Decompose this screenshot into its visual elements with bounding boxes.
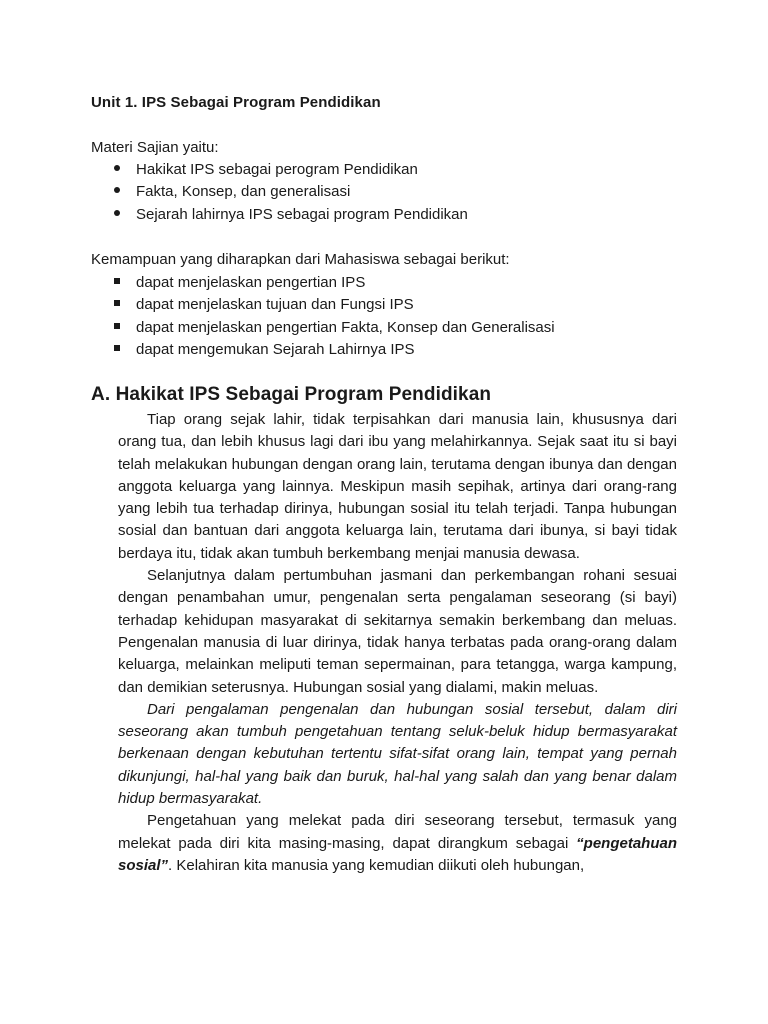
- paragraph: Selanjutnya dalam pertumbuhan jasmani dan perkembangan rohani sesuai dengan penambahan umur, pengenalan serta pengalaman seseorang (si bayi) terhadap kehidupan masyarakat di sekitarnya semakin berkembang dan meluas. Pengenalan manusia di luar dirinya, tidak hanya terbatas pada orang-orang dalam keluarga, melainkan meliputi teman sepermainan, para tetangga, warga kampung, dan demikian seterusnya. Hubungan sosial yang dialami, makin meluas.: [118, 567, 677, 696]
- list-item-text: dapat menjelaskan tujuan dan Fungsi IPS: [136, 296, 414, 314]
- section-body: [118, 409, 677, 877]
- list-item: [91, 317, 555, 339]
- list-item: [91, 181, 468, 203]
- bullet-square-icon: [114, 272, 120, 294]
- kemampuan-list: [91, 272, 555, 362]
- list-item-text: dapat menjelaskan pengertian IPS: [136, 274, 366, 291]
- paragraph-text: . Kelahiran kita manusia yang kemudian diikuti oleh hubungan,: [168, 856, 585, 874]
- section-heading: A. Hakikat IPS Sebagai Program Pendidikan: [91, 384, 492, 405]
- list-item-text: dapat menjelaskan pengertian Fakta, Konsep dan Generalisasi: [136, 318, 555, 336]
- list-item: [91, 294, 555, 316]
- paragraph: Tiap orang sejak lahir, tidak terpisahkan dari manusia lain, khususnya dari orang tua, dan lebih khusus lagi dari ibu yang melahirkannya. Sejak saat itu si bayi telah melakukan hubungan dengan orang lain, terutama dengan ibunya dan dengan anggota keluarga yang lainnya. Meskipun masih sepihak, artinya dari orang-rang yang lebih tua terhadap dirinya, hubungan sosial itu telah terjadi. Tanpa hubungan sosial dan bantuan dari anggota keluarga lain, terutama dari ibunya, si bayi tidak berdaya itu, tidak akan tumbuh berkembang menjai manusia dewasa.: [118, 411, 677, 562]
- list-item-text: Fakta, Konsep, dan generalisasi: [136, 183, 351, 201]
- list-item: [91, 339, 555, 361]
- kemampuan-label: Kemampuan yang diharapkan dari Mahasiswa sebagai berikut:: [91, 251, 510, 268]
- list-item: [91, 272, 555, 294]
- materi-label: Materi Sajian yaitu:: [91, 139, 219, 156]
- paragraph-text: Pengetahuan yang melekat pada diri seseorang tersebut, termasuk yang melekat pada diri kita masing-masing, dapat dirangkum sebagai: [118, 812, 677, 852]
- paragraph: [118, 810, 677, 877]
- materi-list: [91, 159, 468, 226]
- bullet-dot-icon: [114, 181, 120, 203]
- bullet-square-icon: [114, 339, 120, 361]
- unit-title: Unit 1. IPS Sebagai Program Pendidikan: [91, 94, 381, 111]
- emphasis-term: “pengetahuan sosial”: [118, 834, 677, 874]
- bullet-square-icon: [114, 294, 120, 316]
- list-item-text: dapat mengemukan Sejarah Lahirnya IPS: [136, 341, 415, 359]
- list-item: [91, 204, 468, 226]
- list-item: [91, 159, 468, 181]
- list-item-text: Sejarah lahirnya IPS sebagai program Pendidikan: [136, 205, 468, 223]
- list-item-text: Hakikat IPS sebagai perogram Pendidikan: [136, 161, 418, 178]
- paragraph-italic: Dari pengalaman pengenalan dan hubungan sosial tersebut, dalam diri seseorang akan tumbuh pengetahuan tentang seluk-beluk hidup bermasyarakat berkenaan dengan kebutuhan tertentu sifat-sifat orang lain, tempat yang pernah dikunjungi, hal-hal yang baik dan buruk, hal-hal yang salah dan yang benar dalam hidup bermasyarakat.: [118, 700, 677, 808]
- bullet-dot-icon: [114, 159, 120, 181]
- bullet-square-icon: [114, 317, 120, 339]
- bullet-dot-icon: [114, 204, 120, 226]
